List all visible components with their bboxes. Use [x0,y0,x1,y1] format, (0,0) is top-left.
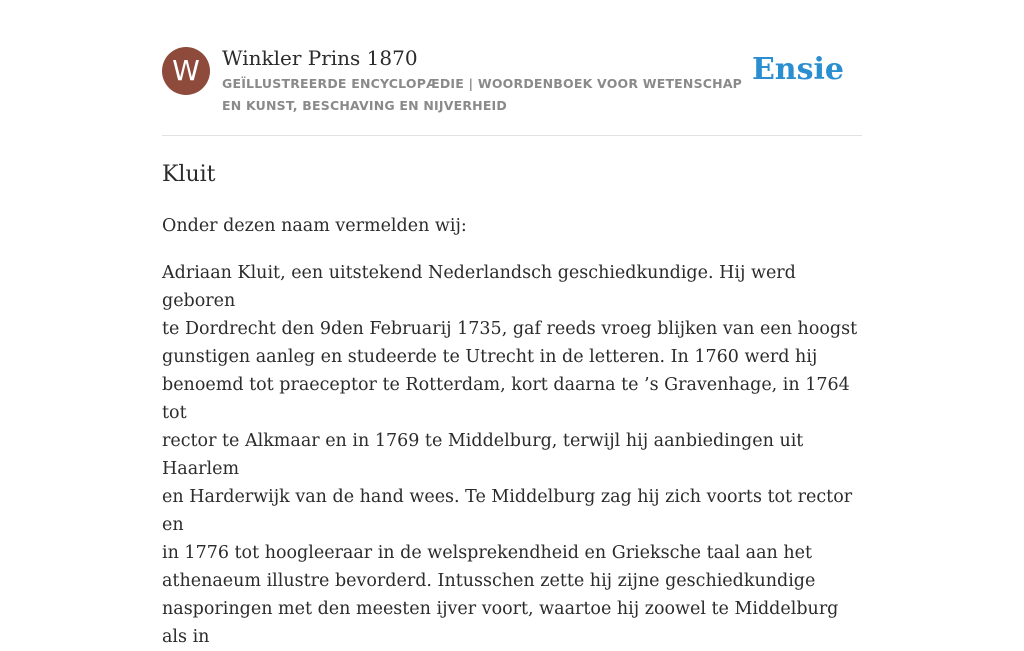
source-header [162,46,862,136]
source-avatar[interactable]: W [162,47,210,95]
source-subtitle: GEÏLLUSTREERDE ENCYCLOPÆDIE | WOORDENBOEK VOOR WETENSCHAP EN KUNST, BESCHAVING EN NIJVERHEID [222,76,743,113]
article-body: Adriaan Kluit, een uitstekend Nederlandsch geschiedkundige. Hij werd geboren te Dordrecht den 9den Februarij 1735, gaf reeds vroeg blijken van een hoogst gunstigen aanleg en studeerde te Utrecht in de letteren. In 1760 werd hij benoemd tot praeceptor te Rotterdam, kort daarna te ’s Gravenhage, in 1764 tot rector te Alkmaar en in 1769 te Middelburg, terwijl hij aanbiedingen uit Haarlem en Harderwijk van de hand wees. Te Middelburg zag hij zich voorts tot rector en in 1776 tot hoogleeraar in de welsprekendheid en Grieksche taal aan het athenaeum illustre bevorderd. Intusschen zette hij zijne geschiedkundige nasporingen met den meesten ijver voort, waartoe hij zoowel te Middelburg als in [162,263,858,647]
article-title: Kluit [162,162,216,187]
source-title[interactable]: Winkler Prins 1870 [222,46,418,70]
article-intro: Onder dezen naam vermelden wij: [162,216,467,236]
ensie-logo[interactable]: Ensie [751,52,844,87]
